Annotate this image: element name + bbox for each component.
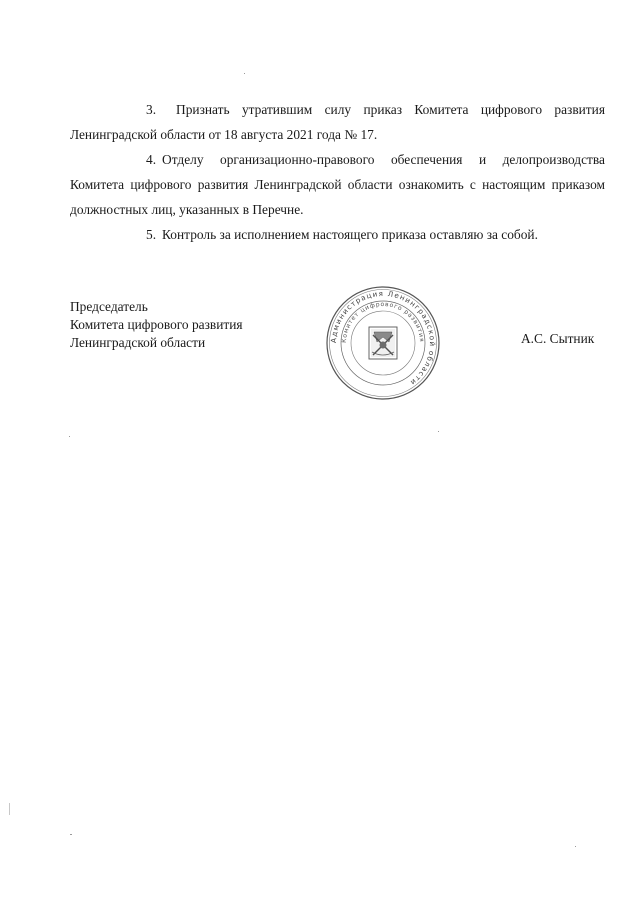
paragraph-text: Признать утратившим силу приказ Комитета цифрового развития Ленинградской области от 18 августа 2021 года № 17. [70,102,605,142]
scan-artifact [9,803,10,815]
paragraph-number: 4. [146,152,157,167]
paragraph-number: 5. [146,227,157,242]
scan-artifact [69,436,70,437]
scan-artifact [438,431,439,432]
paragraph-3 [70,97,605,147]
position-line: Комитета цифрового развития [70,317,243,332]
paragraph-5 [70,222,605,247]
scan-artifact [575,846,576,847]
official-seal-stamp [325,285,441,401]
coat-of-arms-icon [369,327,397,359]
paragraph-text: Отделу организационно-правового обеспечения и делопроизводства Комитета цифрового развития Ленинградской области ознакомить с настоящим приказом должностных лиц, указанных в Перечне. [70,152,605,217]
position-line: Председатель [70,299,148,314]
seal-outer-text: Администрация Ленинградской области [328,288,438,388]
paragraph-number: 3. [146,102,157,117]
paragraph-4 [70,147,605,222]
paragraph-text: Контроль за исполнением настоящего приказа оставляю за собой. [162,227,538,242]
scan-artifact [70,834,72,835]
scan-artifact [244,73,245,74]
position-line: Ленинградской области [70,335,206,350]
signatory-position [70,298,243,352]
seal-inner-text: Комитет цифрового развития [340,300,426,344]
document-body [70,97,605,247]
signatory-name: А.С. Сытник [521,331,595,346]
